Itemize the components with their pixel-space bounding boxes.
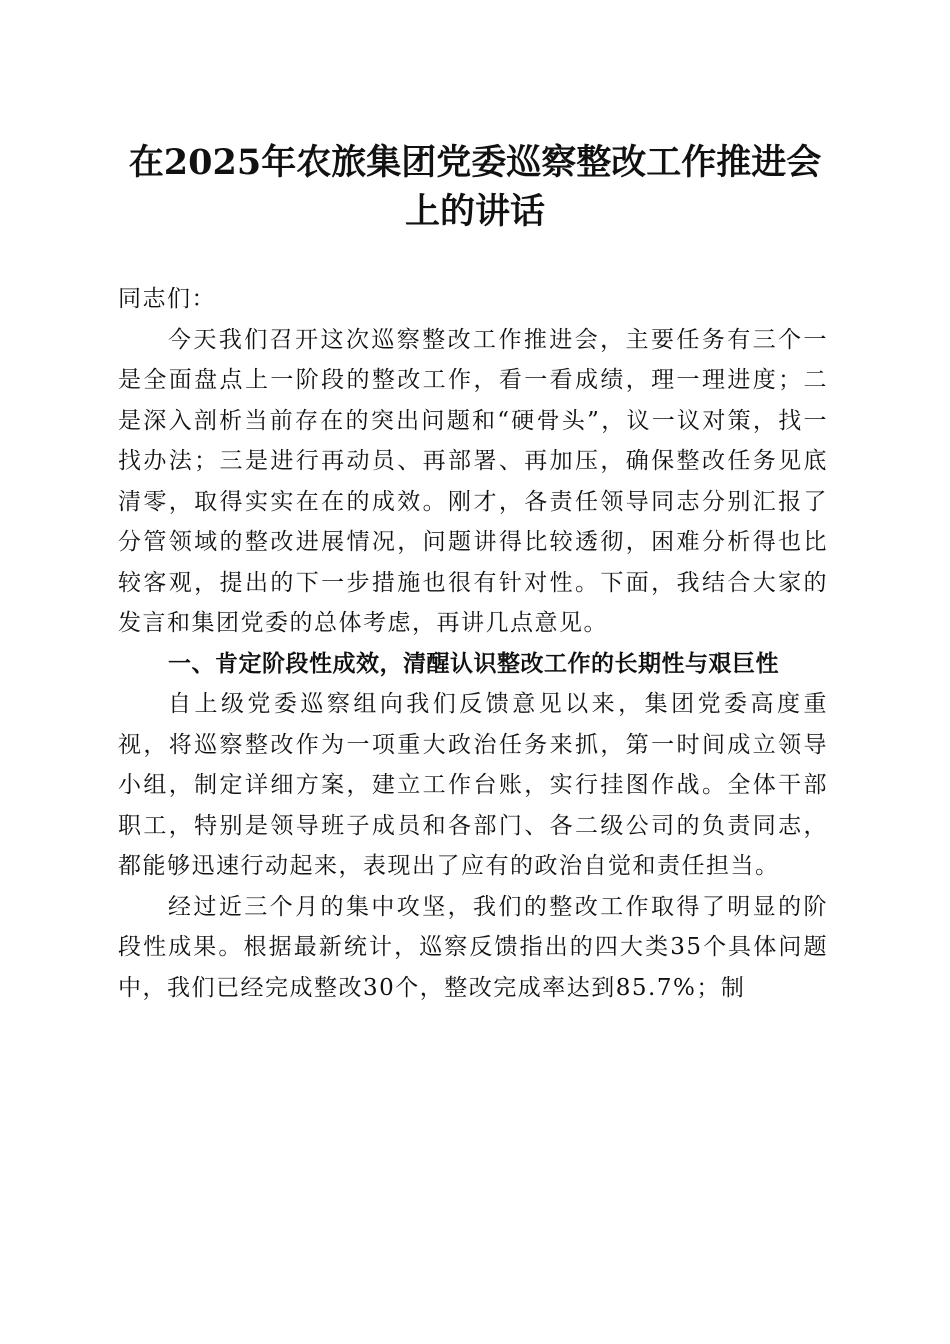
document-title	[80, 138, 870, 236]
section-1-paragraph-1: 自上级党委巡察组向我们反馈意见以来，集团党委高度重视，将巡察整改作为一项重大政治任务来抓，第一时间成立领导小组，制定详细方案，建立工作台账，实行挂图作战。全体干部职工，特别是领导班子成员和各部门、各二级公司的负责同志，都能够迅速行动起来，表现出了应有的政治自觉和责任担当。	[118, 691, 828, 879]
section-1-paragraph-2: 经过近三个月的集中攻坚，我们的整改工作取得了明显的阶段性成果。根据最新统计，巡察反馈指出的四大类35个具体问题中，我们已经完成整改30个，整改完成率达到85.7%；制	[118, 893, 828, 1001]
intro-paragraph: 今天我们召开这次巡察整改工作推进会，主要任务有三个一是全面盘点上一阶段的整改工作，看一看成绩，理一理进度；二是深入剖析当前存在的突出问题和“硬骨头”，议一议对策，找一找办法；三是进行再动员、再部署、再加压，确保整改任务见底清零，取得实实在在的成效。刚才，各责任领导同志分别汇报了分管领域的整改进展情况，问题讲得比较透彻，困难分析得也比较客观，提出的下一步措施也很有针对性。下面，我结合大家的发言和集团党委的总体考虑，再讲几点意见。	[118, 326, 828, 636]
title-line-1: 在2025年农旅集团党委巡察整改工作推进会	[128, 142, 822, 183]
title-line-2: 上的讲话	[404, 191, 545, 232]
document-body	[118, 279, 828, 1008]
section-heading-1: 一、肯定阶段性成效，清醒认识整改工作的长期性与艰巨性	[168, 650, 779, 677]
salutation: 同志们：	[118, 286, 216, 312]
